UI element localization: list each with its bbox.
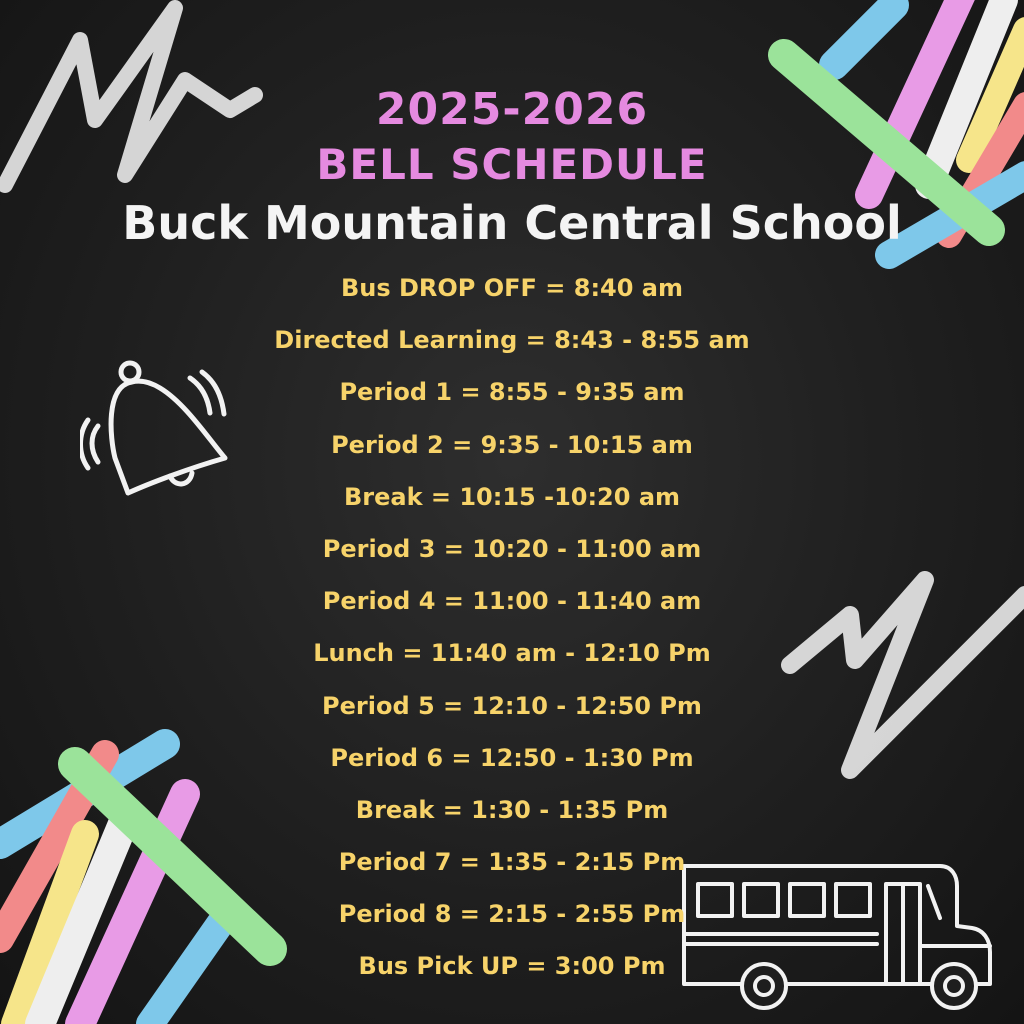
schedule-item: Period 1 = 8:55 - 9:35 am xyxy=(339,378,685,407)
schedule-list xyxy=(212,262,812,993)
schedule-item: Period 3 = 10:20 - 11:00 am xyxy=(322,534,702,563)
schedule-item: Period 5 = 12:10 - 12:50 Pm xyxy=(322,691,702,720)
schedule-item: Directed Learning = 8:43 - 8:55 am xyxy=(274,326,750,355)
school-year-title: 2025-2026 xyxy=(375,84,649,135)
bell-schedule-title: BELL SCHEDULE xyxy=(316,140,708,189)
schedule-item: Break = 1:30 - 1:35 Pm xyxy=(355,795,669,824)
schedule-item: Break = 10:15 -10:20 am xyxy=(343,482,681,511)
chalk-scribble-bottom-right xyxy=(780,570,1024,790)
schedule-item: Bus DROP OFF = 8:40 am xyxy=(340,274,684,302)
school-name: Buck Mountain Central School xyxy=(122,196,902,250)
schedule-item: Bus Pick UP = 3:00 Pm xyxy=(358,952,666,981)
schedule-item: Period 7 = 1:35 - 2:15 Pm xyxy=(338,848,686,877)
schedule-item: Period 4 = 11:00 - 11:40 am xyxy=(322,587,702,616)
schedule-item: Period 6 = 12:50 - 1:30 Pm xyxy=(330,743,694,772)
schedule-item: Period 8 = 2:15 - 2:55 Pm xyxy=(338,900,686,929)
schedule-item: Period 2 = 9:35 - 10:15 am xyxy=(331,430,693,459)
schedule-item: Lunch = 11:40 am - 12:10 Pm xyxy=(313,639,711,668)
